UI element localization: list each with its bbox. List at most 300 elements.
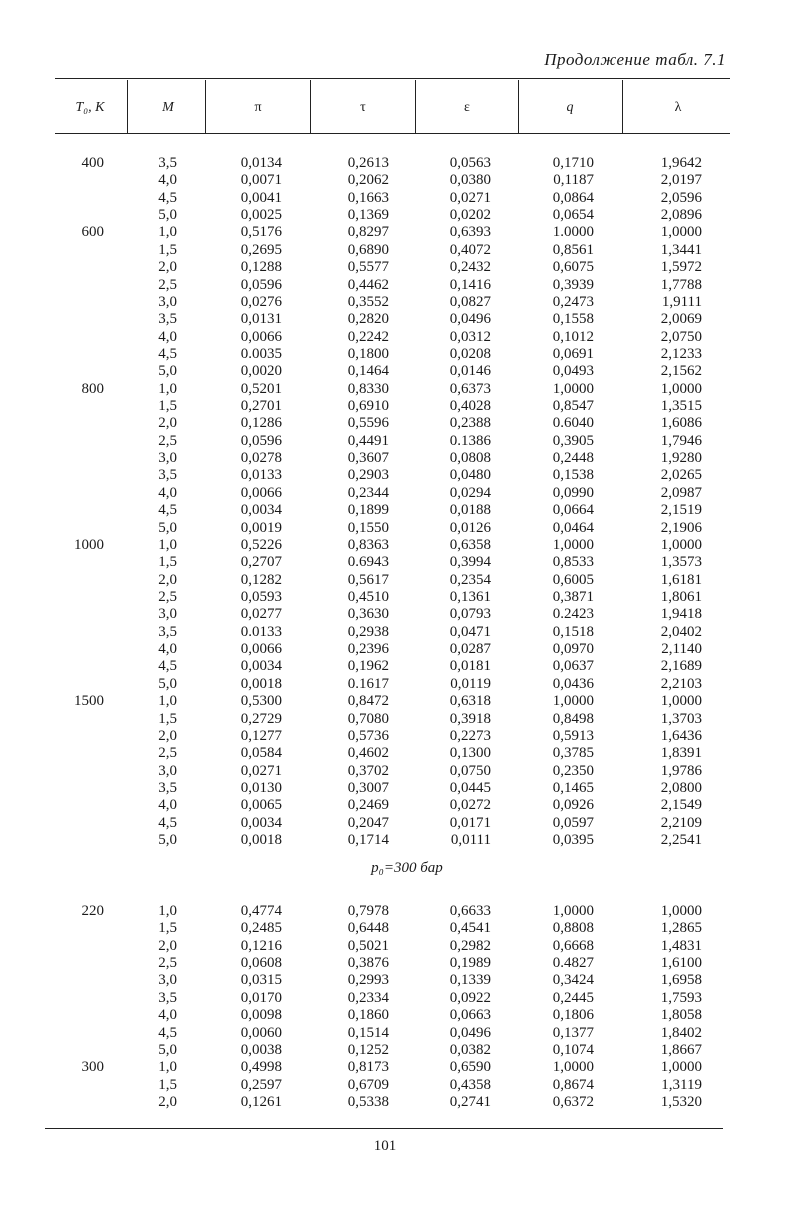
epsilon-cell: 0,0496 (449, 311, 491, 328)
epsilon-cell: 0,4072 (449, 241, 491, 258)
q-cell: 0.6040 (552, 415, 594, 432)
q-cell: 0,1558 (552, 311, 594, 328)
lambda-cell: 1,3515 (660, 398, 702, 415)
q-cell: 0,1074 (552, 1041, 594, 1058)
q-cell: 0,3785 (552, 745, 594, 762)
mach-cell: 1,5 (158, 398, 177, 415)
mach-cell: 5,0 (158, 207, 177, 224)
mach-cell: 3,5 (158, 155, 177, 171)
mach-cell: 4,5 (158, 814, 177, 831)
tau-cell: 0,2062 (347, 172, 389, 189)
epsilon-cell: 0,2388 (449, 415, 491, 432)
header-tau: τ (360, 100, 366, 115)
lambda-cell: 1,6181 (660, 571, 702, 588)
tau-cell: 0,1899 (347, 502, 389, 519)
q-cell: 0,8674 (552, 1076, 594, 1093)
q-cell: 0,6005 (552, 571, 594, 588)
pi-cell: 0,0038 (240, 1041, 282, 1058)
lambda-cell: 2,0402 (660, 623, 702, 640)
epsilon-cell: 0,0188 (449, 502, 491, 519)
tau-cell: 0,5617 (347, 571, 389, 588)
mach-cell: 1,5 (158, 554, 177, 571)
pi-cell: 0,0071 (240, 172, 282, 189)
pi-cell: 0,0134 (240, 155, 282, 171)
lambda-cell: 1,8058 (660, 1007, 702, 1024)
epsilon-cell: 0,0382 (449, 1041, 491, 1058)
epsilon-cell: 0,0181 (449, 658, 491, 675)
tau-cell: 0.1617 (347, 675, 389, 692)
mach-cell: 4,5 (158, 345, 177, 362)
q-cell: 0,0464 (552, 519, 594, 536)
lambda-cell: 2,0800 (660, 779, 702, 796)
mach-cell: 3,5 (158, 311, 177, 328)
pi-cell: 0,0170 (240, 989, 282, 1006)
mach-cell: 2,5 (158, 276, 177, 293)
q-cell: 0,3939 (552, 276, 594, 293)
epsilon-cell: 0,0793 (449, 606, 491, 623)
tau-cell: 0,2469 (347, 797, 389, 814)
tau-cell: 0,2820 (347, 311, 389, 328)
epsilon-cell: 0,0111 (450, 832, 491, 849)
mach-cell: 5,0 (158, 363, 177, 380)
epsilon-cell: 0,0380 (449, 172, 491, 189)
epsilon-cell: 0,6358 (449, 536, 491, 553)
epsilon-cell: 0,0480 (449, 467, 491, 484)
mach-cell: 4,5 (158, 502, 177, 519)
q-cell: 0,8808 (552, 920, 594, 937)
epsilon-cell: 0,0294 (449, 484, 491, 501)
lambda-cell: 1,8391 (660, 745, 702, 762)
mach-cell: 3,0 (158, 606, 177, 623)
pi-cell: 0,0271 (240, 762, 282, 779)
header-divider (310, 80, 311, 133)
page-number: 101 (373, 1138, 397, 1154)
tau-cell: 0,6709 (347, 1076, 389, 1093)
t0-value: 300 (81, 1059, 104, 1076)
t0-value: 800 (81, 380, 104, 397)
header-epsilon: ε (464, 100, 470, 115)
pi-cell: 0,2695 (240, 241, 282, 258)
q-cell: 0,1710 (552, 155, 594, 171)
q-cell: 1,0000 (552, 693, 594, 710)
tau-cell: 0,1514 (347, 1024, 389, 1041)
mach-cell: 1,5 (158, 710, 177, 727)
mach-cell: 4,0 (158, 797, 177, 814)
header-divider (127, 80, 128, 133)
epsilon-cell: 0,0750 (449, 762, 491, 779)
q-cell: 0,1518 (552, 623, 594, 640)
q-cell: 1,0000 (552, 903, 594, 919)
header-divider (415, 80, 416, 133)
q-cell: 0,6372 (552, 1093, 594, 1110)
pi-cell: 0,0020 (240, 363, 282, 380)
header-divider (622, 80, 623, 133)
tau-cell: 0,2396 (347, 641, 389, 658)
pi-cell: 0,1277 (240, 727, 282, 744)
mach-cell: 2,5 (158, 745, 177, 762)
q-cell: 0,0970 (552, 641, 594, 658)
mach-cell: 2,5 (158, 432, 177, 449)
lambda-cell: 1,8402 (660, 1024, 702, 1041)
lambda-cell: 1,6086 (660, 415, 702, 432)
q-cell: 0.2423 (552, 606, 594, 623)
mach-cell: 3,0 (158, 972, 177, 989)
tau-cell: 0.6943 (347, 554, 389, 571)
q-cell: 0,8547 (552, 398, 594, 415)
epsilon-cell: 0,4358 (449, 1076, 491, 1093)
epsilon-cell: 0,1989 (449, 955, 491, 972)
q-cell: 0,1377 (552, 1024, 594, 1041)
tau-cell: 0,3007 (347, 779, 389, 796)
q-cell: 0,2350 (552, 762, 594, 779)
pi-cell: 0,0019 (240, 519, 282, 536)
epsilon-cell: 0,0171 (449, 814, 491, 831)
pi-cell: 0,0060 (240, 1024, 282, 1041)
tau-cell: 0,4510 (347, 589, 389, 605)
q-cell: 0,0637 (552, 658, 594, 675)
lambda-cell: 1,7788 (660, 276, 702, 293)
lambda-cell: 2,1140 (661, 641, 702, 658)
tau-cell: 0,6448 (347, 920, 389, 937)
lambda-cell: 1,3703 (660, 710, 702, 727)
mach-cell: 2,0 (158, 937, 177, 954)
epsilon-cell: 0,6590 (449, 1059, 491, 1076)
pi-cell: 0,0065 (240, 797, 282, 814)
pi-cell: 0,0066 (240, 328, 282, 345)
lambda-cell: 1,5320 (660, 1093, 702, 1110)
mach-cell: 4,0 (158, 484, 177, 501)
epsilon-cell: 0,0471 (449, 623, 491, 640)
header-lambda: λ (674, 100, 682, 115)
lambda-cell: 1,7593 (660, 989, 702, 1006)
subtitle-text: p₀=300 бар (371, 860, 443, 876)
pi-cell: 0,0018 (240, 832, 282, 849)
pi-cell: 0,1216 (240, 937, 282, 954)
pi-cell: 0,0098 (240, 1007, 282, 1024)
tau-cell: 0,7978 (347, 903, 389, 919)
pi-cell: 0,2485 (240, 920, 282, 937)
tau-cell: 0,2344 (347, 484, 389, 501)
tau-cell: 0,3876 (347, 955, 389, 972)
lambda-cell: 1,0000 (660, 1059, 702, 1076)
lambda-cell: 1,6100 (660, 955, 702, 972)
epsilon-cell: 0,0496 (449, 1024, 491, 1041)
lambda-cell: 1,5972 (660, 259, 702, 276)
mach-cell: 1,5 (158, 1076, 177, 1093)
mach-cell: 1,0 (158, 903, 177, 919)
tau-cell: 0,2903 (347, 467, 389, 484)
epsilon-cell: 0,0272 (449, 797, 491, 814)
t0-value: 1000 (74, 536, 104, 553)
pi-cell: 0,0034 (240, 814, 282, 831)
t0-value: 220 (81, 903, 104, 919)
mach-cell: 3,5 (158, 467, 177, 484)
tau-cell: 0,8173 (347, 1059, 389, 1076)
q-cell: 0,2445 (552, 989, 594, 1006)
mach-cell: 4,0 (158, 1007, 177, 1024)
mach-cell: 2,0 (158, 415, 177, 432)
tau-cell: 0,2242 (347, 328, 389, 345)
mach-cell: 1,0 (158, 1059, 177, 1076)
lambda-cell: 2,1906 (660, 519, 702, 536)
mach-cell: 3,5 (158, 623, 177, 640)
pi-cell: 0,5201 (240, 380, 282, 397)
epsilon-cell: 0,0827 (449, 293, 491, 310)
tau-cell: 0,2047 (347, 814, 389, 831)
tau-cell: 0,3552 (347, 293, 389, 310)
lambda-cell: 1,4831 (660, 937, 702, 954)
pi-cell: 0.0035 (240, 345, 282, 362)
tau-cell: 0,1550 (347, 519, 389, 536)
lambda-cell: 2,1549 (660, 797, 702, 814)
tau-cell: 0,1663 (347, 189, 389, 206)
lambda-cell: 1,3441 (660, 241, 702, 258)
t0-value: 400 (81, 155, 104, 171)
lambda-cell: 2,0197 (660, 172, 702, 189)
q-cell: 0,0664 (552, 502, 594, 519)
mach-cell: 3,5 (158, 779, 177, 796)
mach-cell: 1,0 (158, 693, 177, 710)
mach-cell: 1,5 (158, 920, 177, 937)
lambda-cell: 1,3573 (660, 554, 702, 571)
mach-cell: 2,0 (158, 259, 177, 276)
epsilon-cell: 0,2354 (449, 571, 491, 588)
mach-cell: 2,0 (158, 1093, 177, 1110)
mach-cell: 4,0 (158, 172, 177, 189)
table-bottom-rule (45, 1128, 723, 1129)
q-cell: 0,6668 (552, 937, 594, 954)
pi-cell: 0,0018 (240, 675, 282, 692)
mach-cell: 5,0 (158, 1041, 177, 1058)
pi-cell: 0,1286 (240, 415, 282, 432)
epsilon-cell: 0.1386 (449, 432, 491, 449)
pi-cell: 0,5300 (240, 693, 282, 710)
tau-cell: 0,5736 (347, 727, 389, 744)
tau-cell: 0,4602 (347, 745, 389, 762)
lambda-cell: 2,1233 (660, 345, 702, 362)
tau-cell: 0,1962 (347, 658, 389, 675)
header-divider (518, 80, 519, 133)
tau-cell: 0,1860 (347, 1007, 389, 1024)
pi-cell: 0,2701 (240, 398, 282, 415)
lambda-cell: 1,9418 (660, 606, 702, 623)
lambda-cell: 2,2103 (660, 675, 702, 692)
mach-cell: 5,0 (158, 832, 177, 849)
pi-cell: 0,0041 (240, 189, 282, 206)
q-cell: 0,0926 (552, 797, 594, 814)
epsilon-cell: 0,0287 (449, 641, 491, 658)
tau-cell: 0,2993 (347, 972, 389, 989)
epsilon-cell: 0,4541 (449, 920, 491, 937)
header-t0: T₀, K (75, 100, 105, 115)
pi-cell: 0,0315 (240, 972, 282, 989)
epsilon-cell: 0,0271 (449, 189, 491, 206)
epsilon-cell: 0,0563 (449, 155, 491, 171)
mach-cell: 1,0 (158, 380, 177, 397)
pi-cell: 0,0596 (240, 276, 282, 293)
lambda-cell: 1,0000 (660, 224, 702, 241)
pi-cell: 0,0130 (240, 779, 282, 796)
lambda-cell: 2,2541 (660, 832, 702, 849)
t0-value: 600 (81, 224, 104, 241)
tau-cell: 0,8363 (347, 536, 389, 553)
pi-cell: 0,1288 (240, 259, 282, 276)
q-cell: 1,0000 (552, 380, 594, 397)
header-top-rule (55, 78, 730, 79)
lambda-cell: 1,8061 (660, 589, 702, 605)
q-cell: 0,8533 (552, 554, 594, 571)
lambda-cell: 2,1689 (660, 658, 702, 675)
mach-cell: 3,5 (158, 989, 177, 1006)
q-cell: 0,1806 (552, 1007, 594, 1024)
epsilon-cell: 0,6373 (449, 380, 491, 397)
epsilon-cell: 0,0312 (449, 328, 491, 345)
mach-cell: 3,0 (158, 762, 177, 779)
pi-cell: 0,0034 (240, 658, 282, 675)
epsilon-cell: 0,3994 (449, 554, 491, 571)
table-caption: Продолжение табл. 7.1 (544, 50, 726, 69)
q-cell: 0,0691 (552, 345, 594, 362)
epsilon-cell: 0,0146 (449, 363, 491, 380)
lambda-cell: 2,0069 (660, 311, 702, 328)
mach-cell: 3,0 (158, 450, 177, 467)
pi-cell: 0,0066 (240, 484, 282, 501)
q-cell: 1,0000 (552, 1059, 594, 1076)
tau-cell: 0,6910 (347, 398, 389, 415)
pi-cell: 0,0131 (240, 311, 282, 328)
epsilon-cell: 0,3918 (449, 710, 491, 727)
tau-cell: 0,3630 (347, 606, 389, 623)
lambda-cell: 2,0896 (660, 207, 702, 224)
mach-cell: 4,5 (158, 658, 177, 675)
epsilon-cell: 0,1300 (449, 745, 491, 762)
epsilon-cell: 0,4028 (449, 398, 491, 415)
tau-cell: 0,1800 (347, 345, 389, 362)
pi-cell: 0,0133 (240, 467, 282, 484)
mach-cell: 5,0 (158, 675, 177, 692)
epsilon-cell: 0,2273 (449, 727, 491, 744)
q-cell: 0,0436 (552, 675, 594, 692)
tau-cell: 0,8330 (347, 380, 389, 397)
pi-cell: 0,0608 (240, 955, 282, 972)
q-cell: 0,0493 (552, 363, 594, 380)
pi-cell: 0,2707 (240, 554, 282, 571)
lambda-cell: 1,9111 (661, 293, 702, 310)
mach-cell: 2,5 (158, 955, 177, 972)
mach-cell: 2,0 (158, 571, 177, 588)
t0-value: 1500 (74, 693, 104, 710)
epsilon-cell: 0,2982 (449, 937, 491, 954)
mach-cell: 5,0 (158, 519, 177, 536)
pi-cell: 0,0276 (240, 293, 282, 310)
epsilon-cell: 0,0663 (449, 1007, 491, 1024)
mach-cell: 1,0 (158, 224, 177, 241)
lambda-cell: 2,0750 (660, 328, 702, 345)
q-cell: 0,2473 (552, 293, 594, 310)
q-cell: 0,6075 (552, 259, 594, 276)
tau-cell: 0,7080 (347, 710, 389, 727)
mach-cell: 4,5 (158, 189, 177, 206)
tau-cell: 0,1252 (347, 1041, 389, 1058)
lambda-cell: 1,0000 (660, 903, 702, 919)
q-cell: 0,0597 (552, 814, 594, 831)
tau-cell: 0,3607 (347, 450, 389, 467)
lambda-cell: 2,1562 (660, 363, 702, 380)
q-cell: 0,3905 (552, 432, 594, 449)
lambda-cell: 1,8667 (660, 1041, 702, 1058)
lambda-cell: 1,2865 (660, 920, 702, 937)
q-cell: 0,0990 (552, 484, 594, 501)
tau-cell: 0,1464 (347, 363, 389, 380)
pi-cell: 0,4774 (240, 903, 282, 919)
tau-cell: 0,5338 (347, 1093, 389, 1110)
lambda-cell: 2,0265 (660, 467, 702, 484)
lambda-cell: 2,1519 (660, 502, 702, 519)
pi-cell: 0,1261 (240, 1093, 282, 1110)
lambda-cell: 1,9280 (660, 450, 702, 467)
pi-cell: 0,1282 (240, 571, 282, 588)
q-cell: 0,3424 (552, 972, 594, 989)
q-cell: 0,1012 (552, 328, 594, 345)
lambda-cell: 1,7946 (660, 432, 702, 449)
q-cell: 0,1465 (552, 779, 594, 796)
epsilon-cell: 0,1416 (449, 276, 491, 293)
lambda-cell: 1,6958 (660, 972, 702, 989)
pi-cell: 0,2729 (240, 710, 282, 727)
tau-cell: 0,4491 (347, 432, 389, 449)
pi-cell: 0,0277 (240, 606, 282, 623)
pi-cell: 0,0584 (240, 745, 282, 762)
q-cell: 0,0654 (552, 207, 594, 224)
tau-cell: 0,5577 (347, 259, 389, 276)
pi-cell: 0,0278 (240, 450, 282, 467)
mach-cell: 2,0 (158, 727, 177, 744)
pi-cell: 0,0593 (240, 589, 282, 605)
lambda-cell: 1,0000 (660, 380, 702, 397)
tau-cell: 0,2613 (347, 155, 389, 171)
tau-cell: 0,5021 (347, 937, 389, 954)
mach-cell: 1,0 (158, 536, 177, 553)
epsilon-cell: 0,0445 (449, 779, 491, 796)
header-q: q (566, 100, 574, 115)
header-divider (205, 80, 206, 133)
pressure-subtitle (0, 860, 794, 877)
pi-cell: 0,4998 (240, 1059, 282, 1076)
tau-cell: 0,6890 (347, 241, 389, 258)
q-cell: 0,1187 (553, 172, 594, 189)
epsilon-cell: 0,1361 (449, 589, 491, 605)
epsilon-cell: 0,0126 (449, 519, 491, 536)
q-cell: 0,8498 (552, 710, 594, 727)
lambda-cell: 2,2109 (660, 814, 702, 831)
q-cell: 0,2448 (552, 450, 594, 467)
epsilon-cell: 0,0202 (449, 207, 491, 224)
q-cell: 0,0864 (552, 189, 594, 206)
tau-cell: 0,8472 (347, 693, 389, 710)
epsilon-cell: 0,0208 (449, 345, 491, 362)
pi-cell: 0,0034 (240, 502, 282, 519)
lambda-cell: 2,0987 (660, 484, 702, 501)
tau-cell: 0,1369 (347, 207, 389, 224)
lambda-cell: 1,0000 (660, 536, 702, 553)
mach-cell: 1,5 (158, 241, 177, 258)
lambda-cell: 1,9642 (660, 155, 702, 171)
mach-cell: 4,0 (158, 328, 177, 345)
pi-cell: 0,5226 (240, 536, 282, 553)
pi-cell: 0,0596 (240, 432, 282, 449)
tau-cell: 0,2938 (347, 623, 389, 640)
epsilon-cell: 0,6393 (449, 224, 491, 241)
